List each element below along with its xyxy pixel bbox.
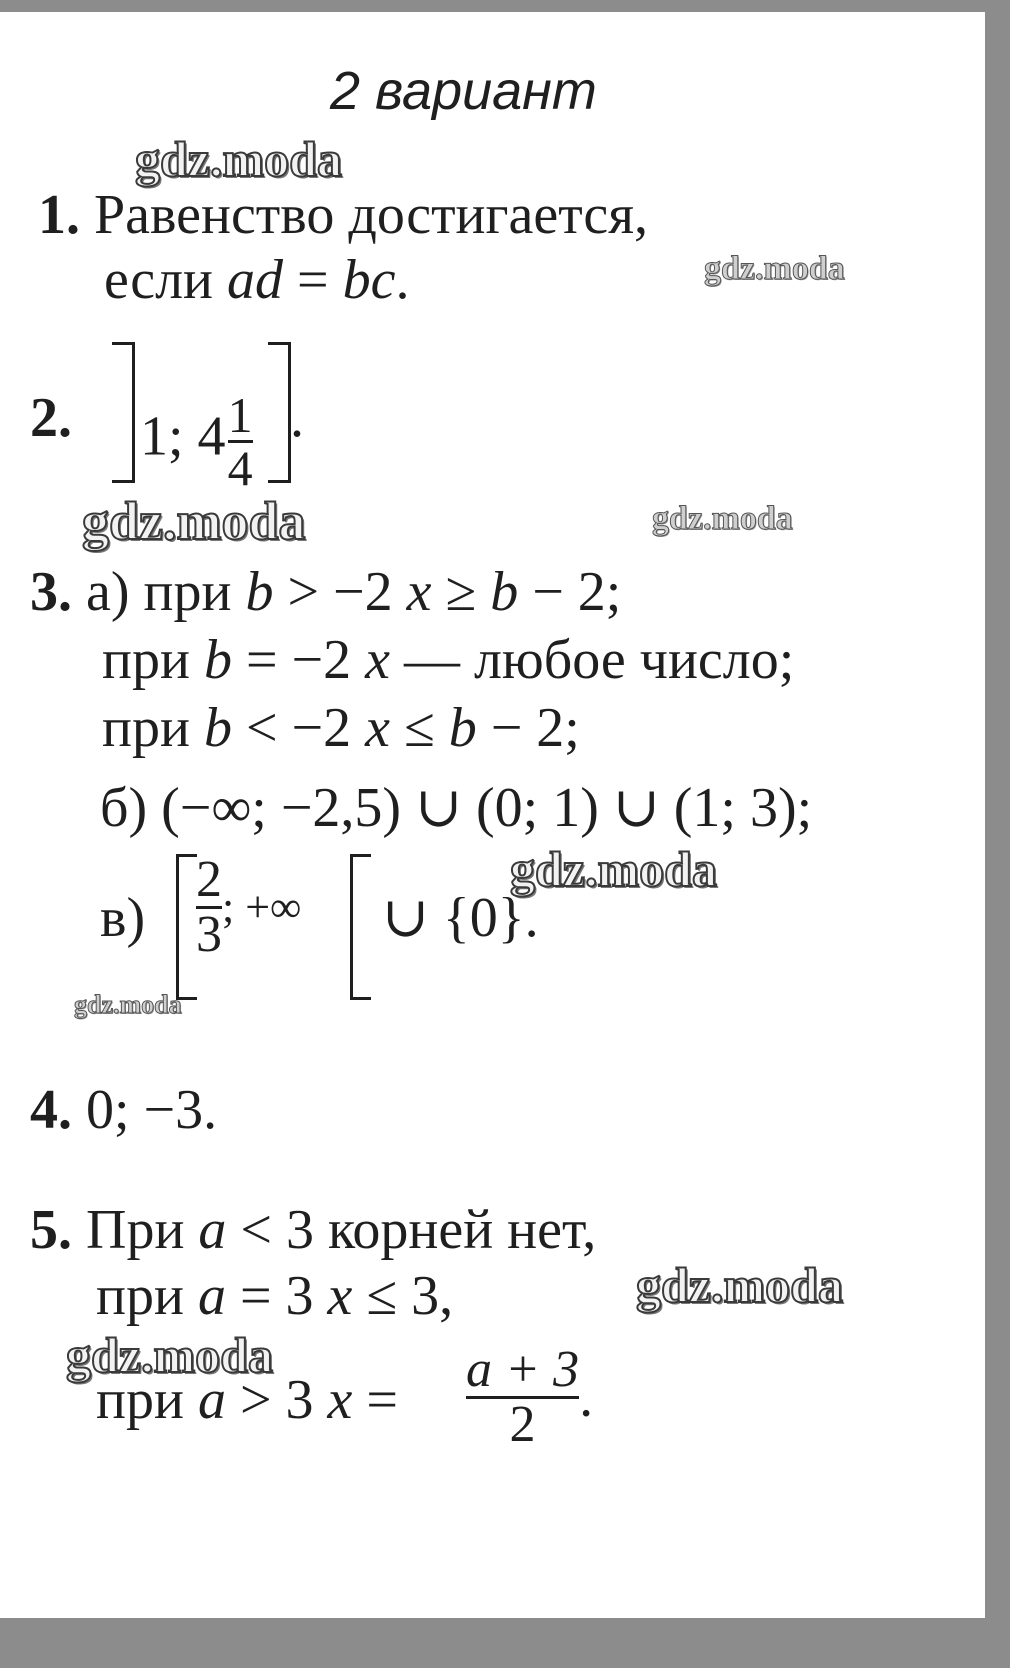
right-bracket-open xyxy=(112,342,135,483)
watermark: gdz.moda xyxy=(82,491,306,551)
watermark: gdz.moda xyxy=(74,990,182,1019)
problem-5-line-2: при a = 3 x ≤ 3, xyxy=(96,1265,454,1327)
problem-3-v-interval: $\frac{2}{3}$ ; +∞ xyxy=(196,851,302,963)
problem-2-end: . xyxy=(290,387,304,449)
watermark: gdz.moda xyxy=(704,250,845,287)
problem-2-interval: 1; 4 $\frac{1}{4}$ xyxy=(140,387,253,496)
page-title: 2 вариант xyxy=(330,61,597,121)
left-bracket-open xyxy=(176,854,197,1000)
problem-3-line-a2: при b = −2 x — любое число; xyxy=(102,629,795,691)
answer-sheet xyxy=(0,12,985,1618)
watermark: gdz.moda xyxy=(66,1327,273,1383)
problem-1-line-1: 1. Равенство достигается, xyxy=(38,184,648,246)
problem-3-line-a1: 3. а) при b > −2 x ≥ b − 2; xyxy=(30,561,622,623)
problem-3-v-label: в) xyxy=(100,887,146,949)
problem-3-line-a3: при b < −2 x ≤ b − 2; xyxy=(102,697,580,759)
watermark: gdz.moda xyxy=(636,1257,843,1313)
problem-2-number: 2. xyxy=(30,387,72,449)
right-bracket-close xyxy=(268,342,291,483)
left-bracket-close xyxy=(350,854,371,1000)
problem-3-v-end: ∪ {0}. xyxy=(382,887,539,949)
watermark: gdz.moda xyxy=(652,500,793,537)
problem-3-line-b: б) (−∞; −2,5) ∪ (0; 1) ∪ (1; 3); xyxy=(100,777,813,839)
watermark: gdz.moda xyxy=(510,841,717,897)
problem-5-line-3: при a > 3 x = xyxy=(96,1369,398,1431)
problem-4: 4. 0; −3. xyxy=(30,1079,218,1141)
problem-5-line-1: 5. При a < 3 корней нет, xyxy=(30,1199,597,1261)
watermark: gdz.moda xyxy=(135,131,342,187)
problem-5-fraction: $\frac{a + 3}{2}$ . xyxy=(466,1341,594,1453)
problem-1-line-2: если ad = bc. xyxy=(104,249,410,311)
